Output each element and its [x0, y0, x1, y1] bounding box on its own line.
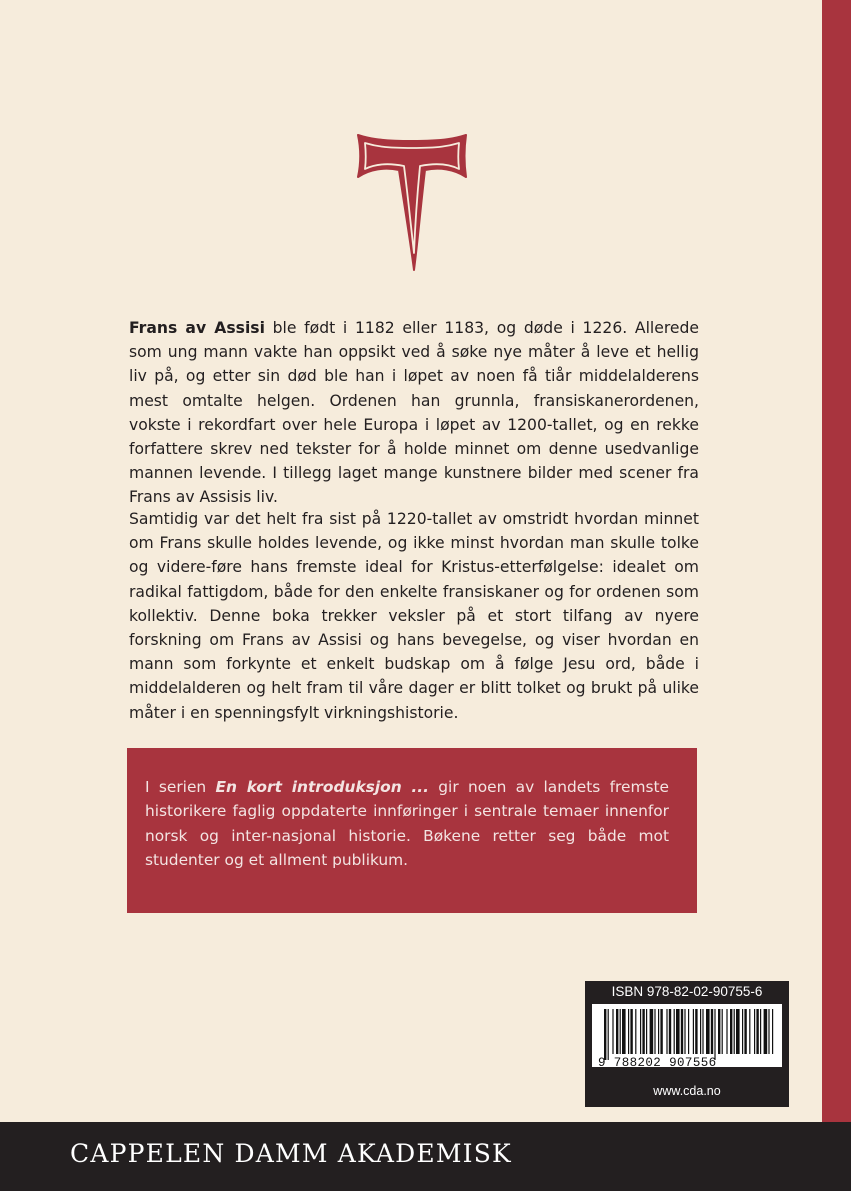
isbn-digits: 9 788202 907556 [598, 1056, 717, 1070]
publisher-footer [0, 1122, 851, 1191]
barcode-panel [592, 1004, 782, 1070]
description-paragraph-1 [129, 316, 699, 510]
publisher-logo-text: CAPPELEN DAMM AKADEMISK [70, 1139, 512, 1168]
tau-cross-icon [355, 129, 469, 273]
series-prefix: I serien [145, 778, 216, 796]
website-link[interactable]: www.cda.no [653, 1084, 721, 1098]
red-spine-stripe [822, 0, 851, 1122]
paragraph-1-text: ble født i 1182 eller 1183, og døde i 1226. Allerede som ung mann vakte han oppsikt ved å søke nye måter å leve et hellig liv på, og etter sin død ble han i løpet av noen få tiår middelalderens mest omtalte helgen. Ordenen han grunnla, fransiskanerordenen, vokste i rekordfart over hele Europa i løpet av 1200-tallet, og en rekke forfattere skrev ned tekster for å holde minnet om denne usedvanlige mannen levende. I tillegg laget mange kunstnere bilder med scener fra Frans av Assisis liv. [129, 319, 699, 507]
series-description [145, 775, 669, 873]
series-info-box [127, 748, 697, 913]
description-paragraph-2: Samtidig var det helt fra sist på 1220-tallet av omstridt hvordan minnet om Frans skulle holdes levende, og ikke minst hvordan man skulle tolke og videre-føre hans fremste ideal for Kristus-etterfølgelse: idealet om radikal fattigdom, både for den enkelte fransiskaner og for ordenen som kollektiv. Denne boka trekker veksler på et stort tilfang av nyere forskning om Frans av Assisi og hans bevegelse, og viser hvordan en mann som forkynte et enkelt budskap om å følge Jesu ord, både i middelalderen og helt fram til våre dager er blitt tolket og brukt på ulike måter i en spenningsfylt virkningshistorie. [129, 510, 699, 722]
series-text: gir noen av landets fremste historikere faglig oppdaterte innføringer i sentrale temaer innenfor norsk og inter-nasjonal historie. Bøkene retter seg både mot studenter og et allment publikum. [145, 778, 669, 870]
isbn-block [585, 981, 789, 1107]
subject-name: Frans av Assisi [129, 319, 265, 337]
isbn-label: ISBN 978-82-02-90755-6 [611, 984, 763, 999]
series-name: En kort introduksjon ... [215, 778, 429, 796]
